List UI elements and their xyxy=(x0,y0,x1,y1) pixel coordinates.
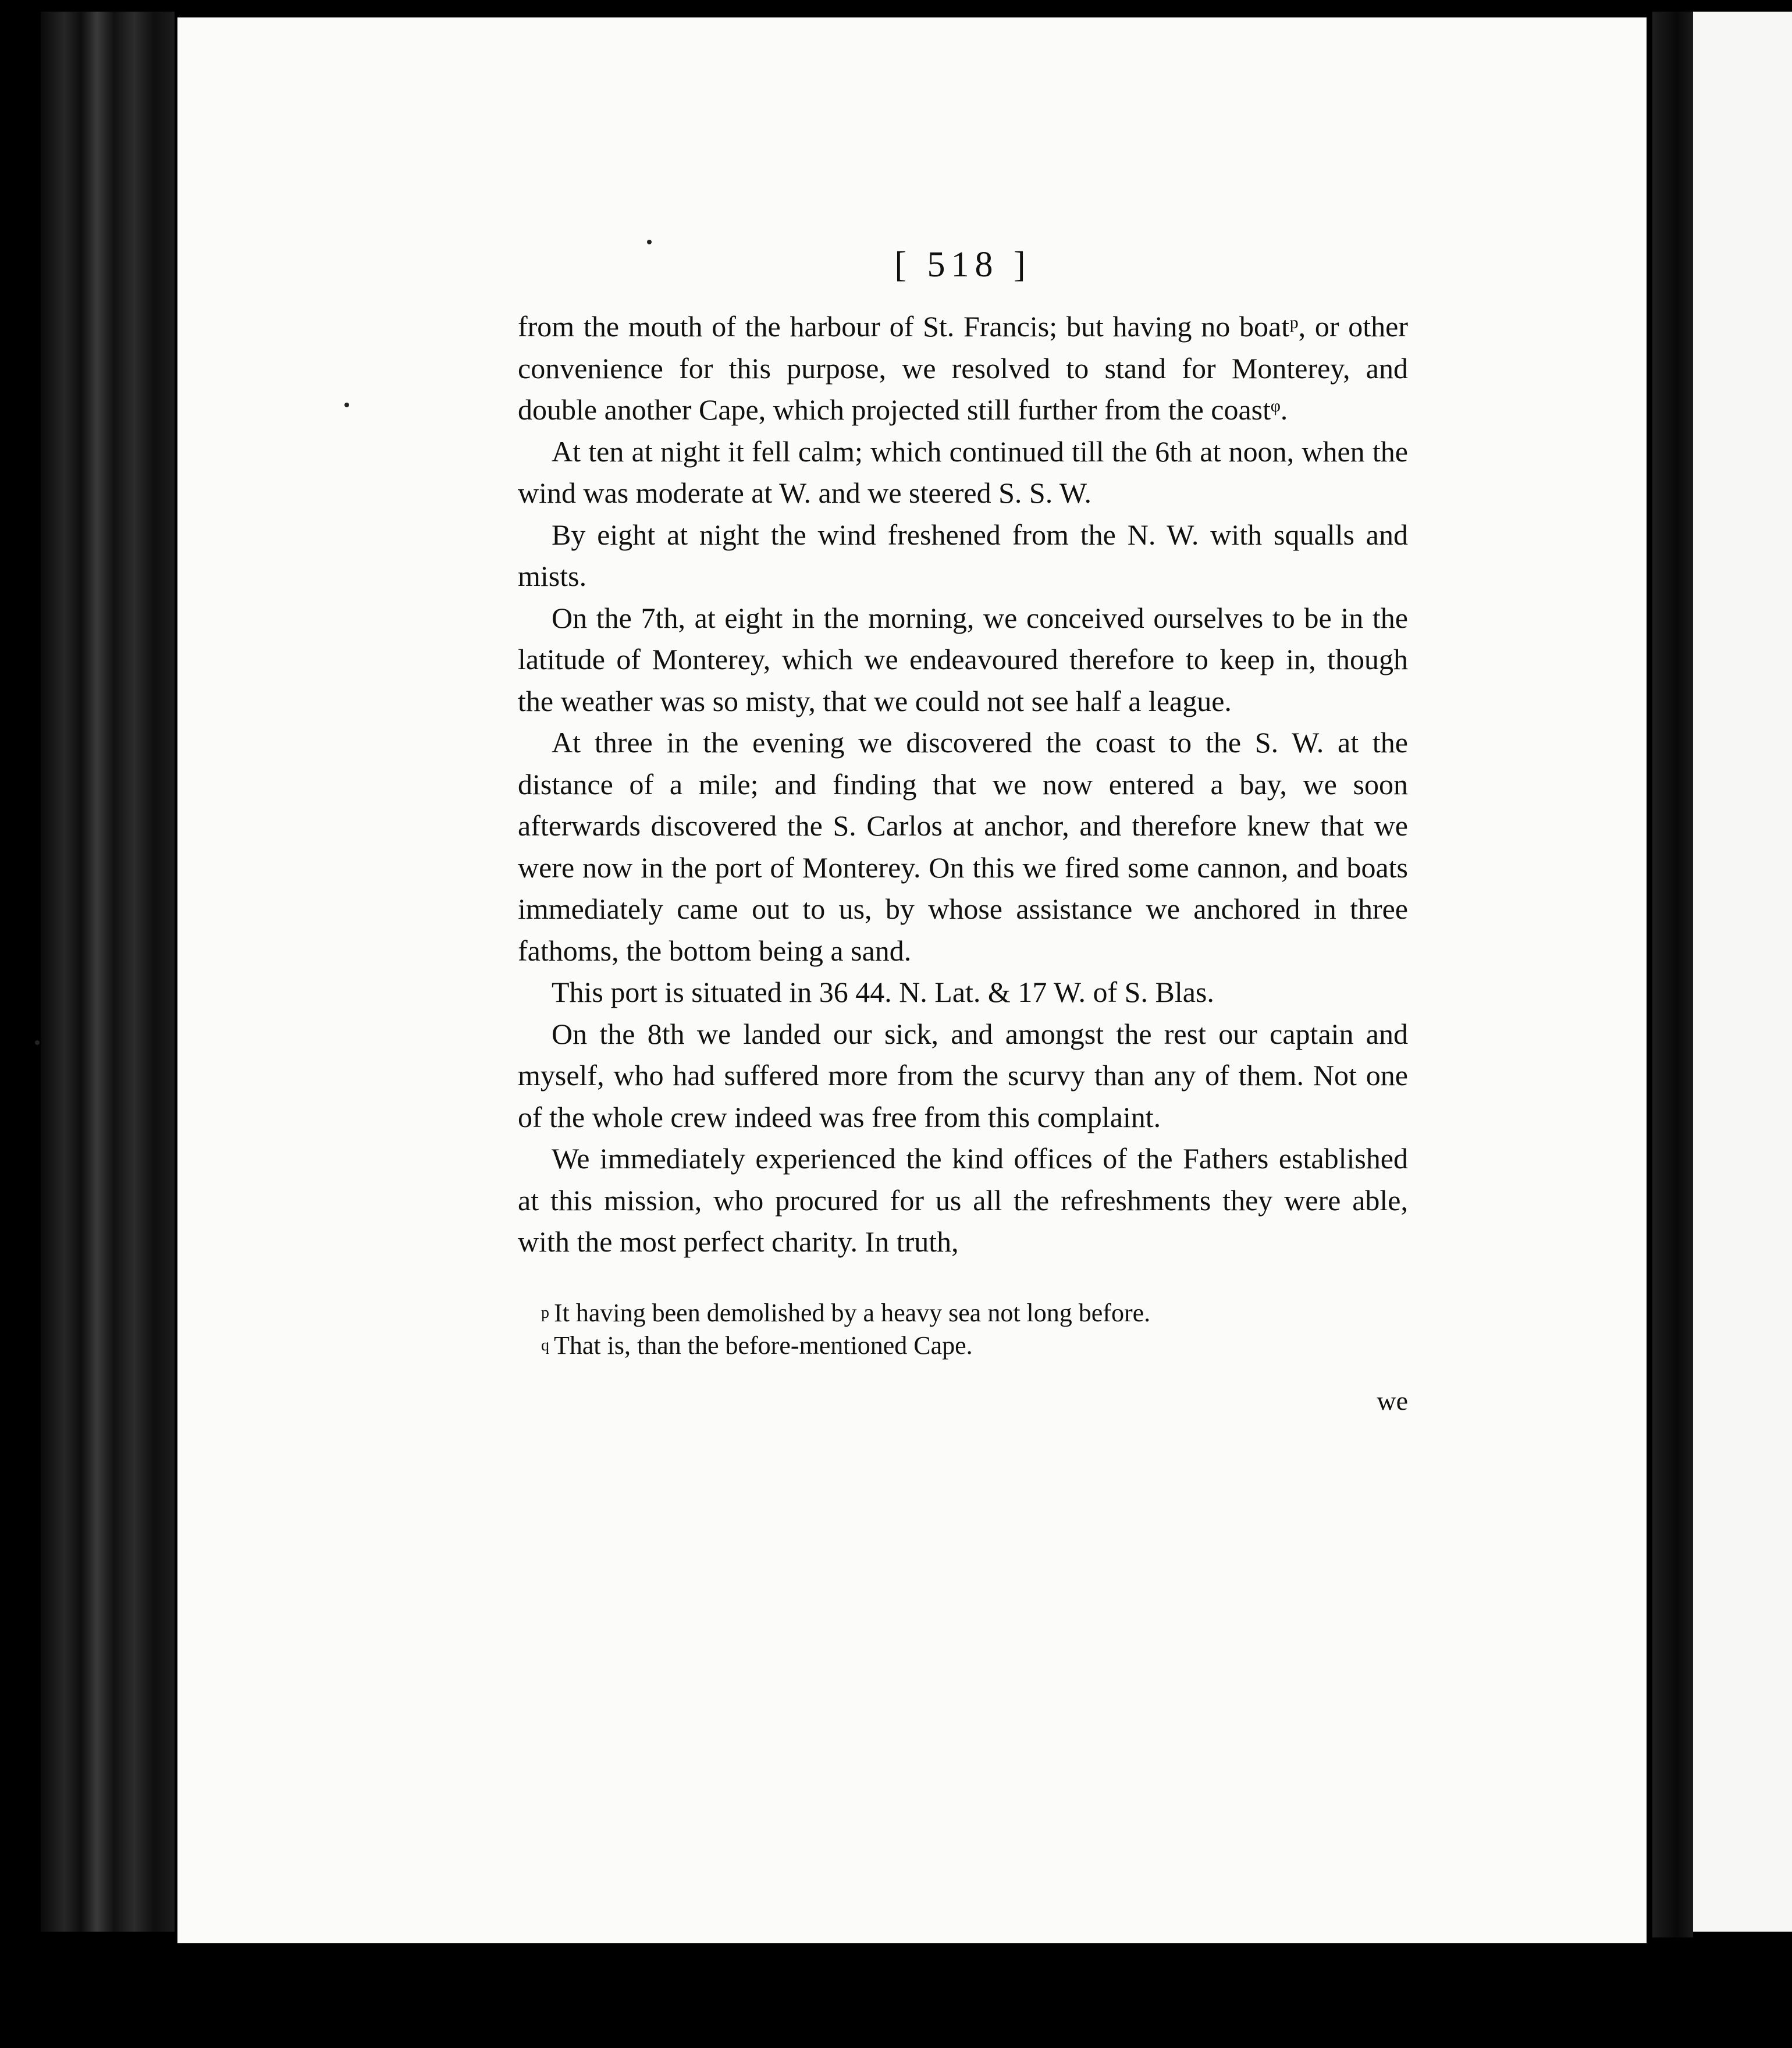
binding-gutter xyxy=(1652,12,1693,1937)
paragraph: from the mouth of the harbour of St. Francis; but having no boatᵖ, or other convenience for this purpose, we resolved to stand for Monterey, and double another Cape, which projected still further from the coastᵠ. xyxy=(518,310,1408,426)
paragraph: This port is situated in 36 44. N. Lat. & 17 W. of S. Blas. xyxy=(552,976,1214,1008)
paragraph: On the 8th we landed our sick, and amongst the rest our captain and myself, who had suffered more from the scurvy than any of them. Not one of the whole crew indeed was free from this complaint. xyxy=(518,1017,1408,1133)
paragraph: At three in the evening we discovered the coast to the S. W. at the distance of a mile; and finding that we now entered a bay, we soon afterwards discovered the S. Carlos at anchor, and therefore knew that we were now in the port of Monterey. On this we fired some cannon, and boats immediately came out to us, by whose assistance we anchored in three fathoms, the bottom being a sand. xyxy=(518,726,1408,967)
paragraph: We immediately experienced the kind offices of the Fathers established at this mission, who procured for us all the refreshments they were able, with the most perfect charity. In truth, xyxy=(518,1142,1408,1258)
text-block xyxy=(518,244,1408,1416)
footnote-text: It having been demolished by a heavy sea not long before. xyxy=(554,1298,1151,1327)
ink-speck xyxy=(647,240,652,244)
footnote-text: That is, than the before-mentioned Cape. xyxy=(554,1331,973,1360)
footnotes xyxy=(518,1297,1408,1362)
footnote xyxy=(541,1329,1408,1362)
ink-speck xyxy=(35,1040,40,1045)
left-page-edge xyxy=(41,12,175,1932)
ink-speck xyxy=(344,403,349,407)
footnote-mark: p xyxy=(541,1303,549,1322)
catchword: we xyxy=(1377,1385,1408,1416)
facing-page-edge xyxy=(1693,12,1792,1932)
paragraph: On the 7th, at eight in the morning, we conceived ourselves to be in the latitude of Monterey, which we endeavoured therefore to keep in, though the weather was so misty, that we could not see half a league. xyxy=(518,601,1408,717)
footnote-mark: q xyxy=(541,1336,549,1354)
footnote xyxy=(541,1297,1408,1329)
paragraph: At ten at night it fell calm; which continued till the 6th at noon, when the wind was moderate at W. and we steered S. S. W. xyxy=(518,435,1408,509)
paragraph: By eight at night the wind freshened from the N. W. with squalls and mists. xyxy=(518,518,1408,592)
page-number: [ 518 ] xyxy=(894,245,1032,285)
